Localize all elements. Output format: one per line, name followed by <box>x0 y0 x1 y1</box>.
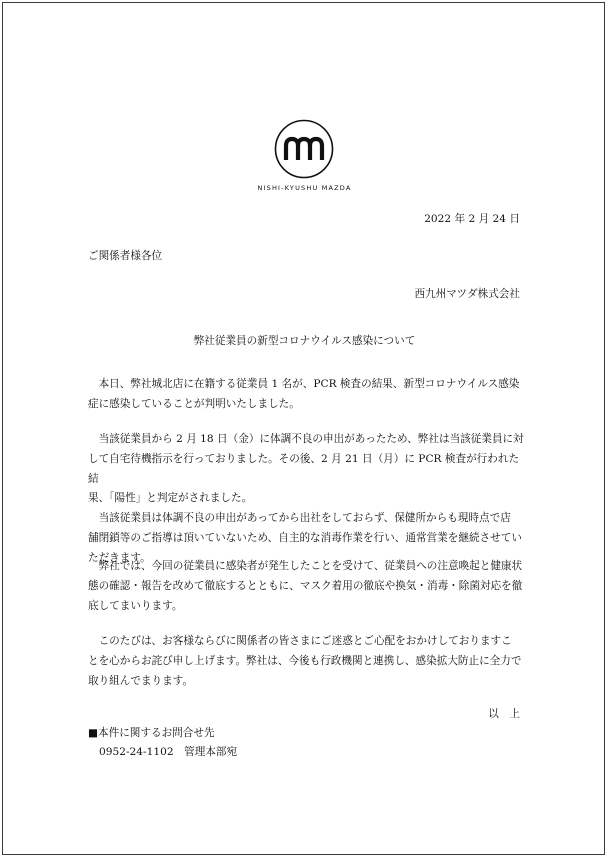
paragraph-1 <box>88 375 528 415</box>
paragraph-2 <box>88 430 528 569</box>
paragraph-text: 本日、弊社城北店に在籍する従業員 1 名が、PCR 検査の結果、新型コロナウイルス感染 症に感染していることが判明いたしました。 <box>88 378 520 410</box>
paragraph-text: 弊社では、今回の従業員に感染者が発生したことを受けて、従業員への注意喚起と健康状 態の確認・報告を改めて徹底するとともに、マスク着用の徹底や換気・消毒・除菌対応を徹 底してまいります。 <box>88 560 523 612</box>
sender-company: 西九州マツダ株式会社 <box>414 288 520 300</box>
contact-phone: 0952-24-1102 管理本部宛 <box>99 746 238 758</box>
document-title: 弊社従業員の新型コロナウイルス感染について <box>193 335 416 347</box>
addressee: ご関係者様各位 <box>88 250 163 262</box>
paragraph-4 <box>88 557 528 616</box>
contact-heading: ■本件に関するお問合せ先 <box>88 727 215 739</box>
paragraph-text: 当該従業員は体調不良の申出があってから出社をしておらず、保健所からも現時点で店 舗閉鎖等のご指導は頂いていないため、自主的な消毒作業を行い、通常営業を継続させてい ただきます。 <box>88 512 522 564</box>
closing-mark: 以 上 <box>488 708 520 720</box>
mazda-logo <box>274 119 334 179</box>
paragraph-5 <box>88 632 528 691</box>
document-date: 2022 年 2 月 24 日 <box>424 213 520 225</box>
brand-name: NISHI-KYUSHU MAZDA <box>257 184 352 192</box>
paragraph-text: 当該従業員から 2 月 18 日（金）に体調不良の申出があったため、弊社は当該従業員に対 して自宅待機指示を行っておりました。その後、2 月 21 日（月）に PCR 検査が行われた結 果、「陽性」と判定がされました。 <box>88 433 524 505</box>
paragraph-text: このたびは、お客様ならびに関係者の皆さまにご迷惑とご心配をおかけしておりますこ とを心からお詫び申し上げます。弊社は、今後も行政機関と連携し、感染拡大防止に全力で 取り組んでまります。 <box>88 635 522 687</box>
